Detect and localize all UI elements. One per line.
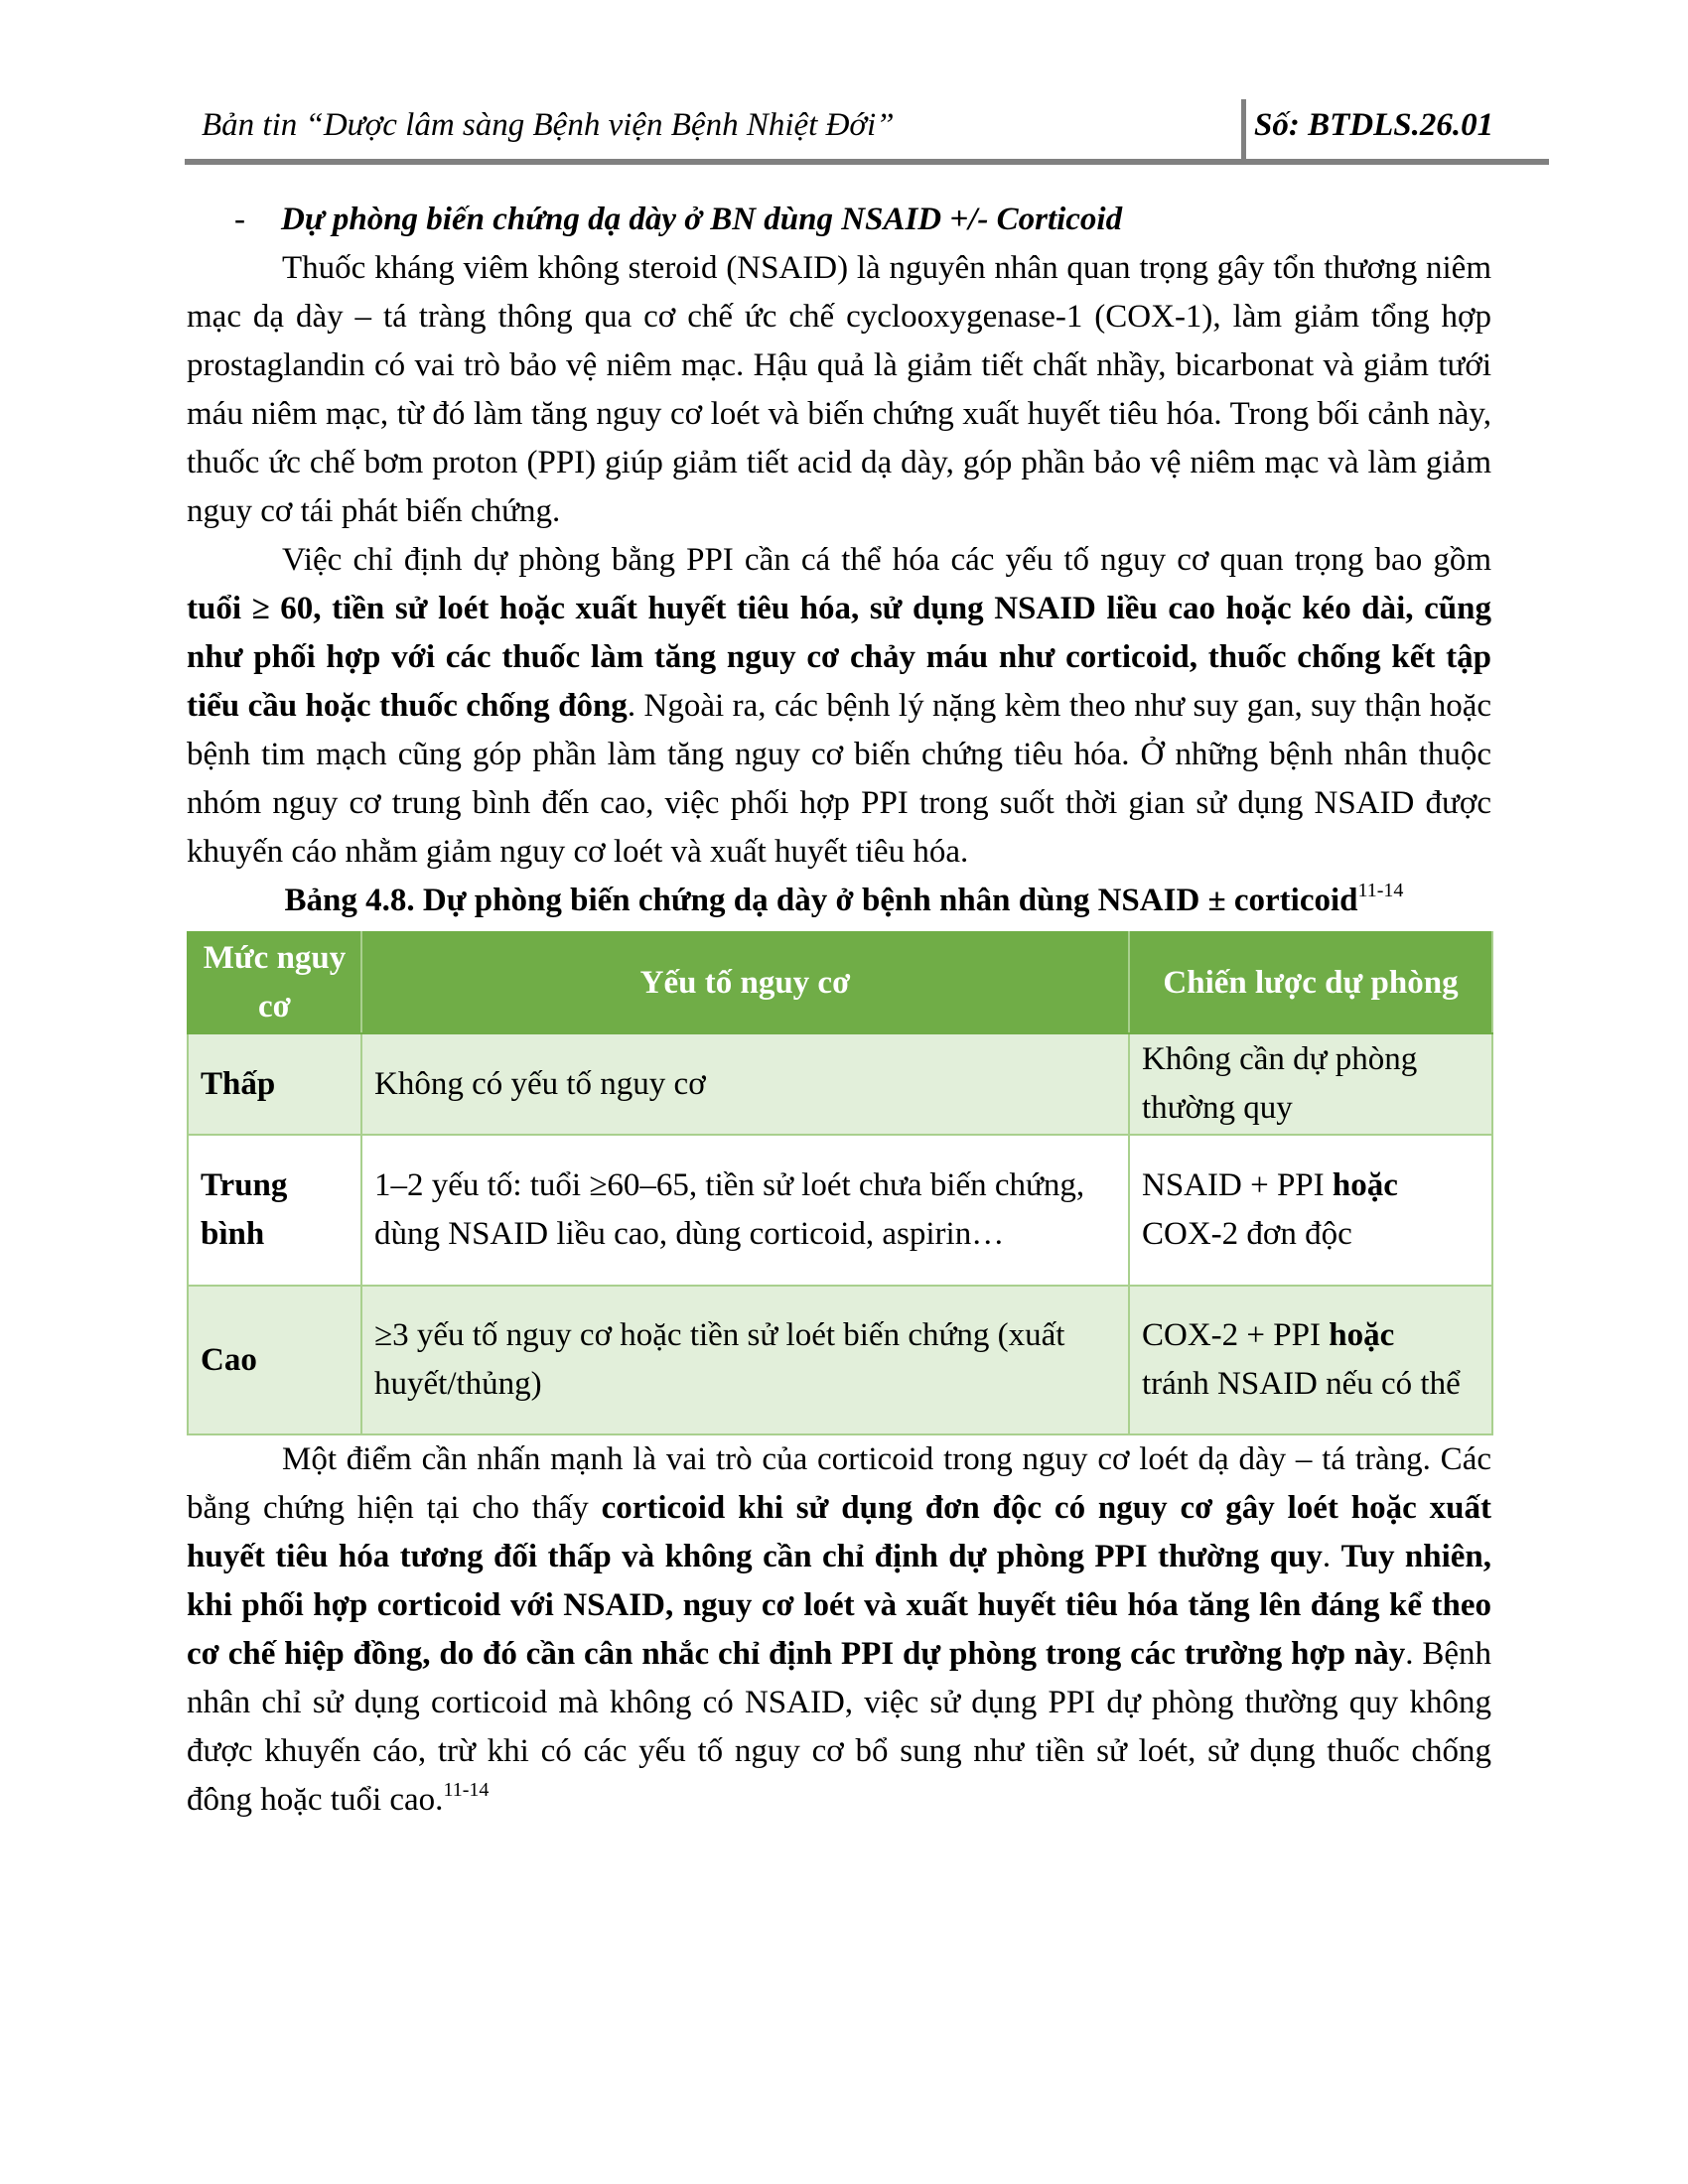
- table-row-medium: [188, 1135, 1492, 1286]
- issue-number: Số: BTDLS.26.01: [1254, 107, 1494, 143]
- column-header-risk-level: Mức nguy cơ: [188, 932, 361, 1033]
- table-caption-text: Bảng 4.8. Dự phòng biến chứng dạ dày ở bệnh nhân dùng NSAID ± corticoid: [284, 883, 1358, 918]
- header-divider: [1241, 99, 1246, 161]
- risk-level-cell: Thấp: [188, 1033, 361, 1135]
- table-row-high: [188, 1286, 1492, 1434]
- strategy-text: Không cần dự phòng thường quy: [1142, 1041, 1418, 1126]
- paragraph-ppi-indication-text-1: Việc chỉ định dự phòng bằng PPI cần cá thể hóa các yếu tố nguy cơ quan trọng bao gồm: [282, 542, 1491, 578]
- risk-table: [187, 931, 1493, 1435]
- page-header: [185, 99, 1549, 165]
- table-header-row: [188, 932, 1492, 1033]
- paragraph-ppi-indication: [187, 536, 1491, 877]
- strategy-cell: [1129, 1135, 1492, 1286]
- paragraph-corticoid-role: [187, 1435, 1491, 1825]
- bullet-dash: -: [234, 202, 245, 237]
- header-rule: [185, 159, 1549, 165]
- strategy-cell: [1129, 1286, 1492, 1434]
- risk-level-cell: Trung bình: [188, 1135, 361, 1286]
- paragraph-ppi-indication-bold: tuổi ≥ 60, tiền sử loét hoặc xuất huyết tiêu hóa, sử dụng NSAID liều cao hoặc kéo dài, cũng như phối hợp với các thuốc làm tăng nguy cơ chảy máu như corticoid, thuốc chống kết tập tiểu cầu hoặc thuốc chống đông: [187, 591, 1491, 724]
- bulletin-title: Bản tin “Dược lâm sàng Bệnh viện Bệnh Nhiệt Đới”: [202, 107, 895, 143]
- strategy-cell: [1129, 1033, 1492, 1135]
- risk-factors-cell: ≥3 yếu tố nguy cơ hoặc tiền sử loét biến chứng (xuất huyết/thủng): [361, 1286, 1129, 1434]
- paragraph-ppi-indication-text-2: . Ngoài ra, các bệnh lý nặng kèm theo như suy gan, suy thận hoặc bệnh tim mạch cũng góp phần làm tăng nguy cơ biến chứng tiêu hóa. Ở những bệnh nhân thuộc nhóm nguy cơ trung bình đến cao, việc phối hợp PPI trong suốt thời gian sử dụng NSAID được khuyến cáo nhằm giảm nguy cơ loét và xuất huyết tiêu hóa.: [187, 688, 1491, 870]
- document-body: [187, 196, 1491, 1825]
- column-header-risk-factors: Yếu tố nguy cơ: [361, 932, 1129, 1033]
- section-heading: [187, 196, 1491, 244]
- table-caption: [187, 877, 1491, 925]
- strategy-text-a: NSAID + PPI: [1142, 1167, 1333, 1203]
- strategy-text-bold: hoặc: [1332, 1167, 1398, 1203]
- risk-factors-cell: Không có yếu tố nguy cơ: [361, 1033, 1129, 1135]
- paragraph-corticoid-ref: 11-14: [443, 1779, 490, 1801]
- strategy-text-bold: hoặc: [1329, 1317, 1395, 1353]
- paragraph-nsaid-mechanism: Thuốc kháng viêm không steroid (NSAID) là nguyên nhân quan trọng gây tổn thương niêm mạc dạ dày – tá tràng thông qua cơ chế ức chế cyclooxygenase-1 (COX-1), làm giảm tổng hợp prostaglandin có vai trò bảo vệ niêm mạc. Hậu quả là giảm tiết chất nhầy, bicarbonat và giảm tưới máu niêm mạc, từ đó làm tăng nguy cơ loét và biến chứng xuất huyết tiêu hóa. Trong bối cảnh này, thuốc ức chế bơm proton (PPI) giúp giảm tiết acid dạ dày, góp phần bảo vệ niêm mạc và làm giảm nguy cơ tái phát biến chứng.: [187, 250, 1491, 529]
- paragraph-corticoid-text-2: .: [1322, 1539, 1341, 1574]
- section-heading-text: Dự phòng biến chứng dạ dày ở BN dùng NSAID +/- Corticoid: [281, 202, 1123, 237]
- risk-factors-cell: 1–2 yếu tố: tuổi ≥60–65, tiền sử loét chưa biến chứng, dùng NSAID liều cao, dùng corticoid, aspirin…: [361, 1135, 1129, 1286]
- risk-level-cell: Cao: [188, 1286, 361, 1434]
- column-header-strategy: Chiến lược dự phòng: [1129, 932, 1492, 1033]
- strategy-text-b: COX-2 đơn độc: [1142, 1216, 1352, 1252]
- paragraph-corticoid-text-3: . Bệnh nhân chỉ sử dụng corticoid mà không có NSAID, việc sử dụng PPI dự phòng thường quy không được khuyến cáo, trừ khi có các yếu tố nguy cơ bổ sung như tiền sử loét, sử dụng thuốc chống đông hoặc tuổi cao.: [187, 1636, 1491, 1818]
- paragraph-corticoid-bold-1: corticoid khi sử dụng đơn độc có nguy cơ gây loét hoặc xuất huyết tiêu hóa tương đối thấp và không cần chỉ định dự phòng PPI thường quy: [187, 1490, 1491, 1574]
- table-caption-ref: 11-14: [1357, 880, 1404, 901]
- strategy-text-a: COX-2 + PPI: [1142, 1317, 1330, 1353]
- paragraph-corticoid-bold-2: Tuy nhiên, khi phối hợp corticoid với NSAID, nguy cơ loét và xuất huyết tiêu hóa tăng lên đáng kể theo cơ chế hiệp đồng, do đó cần cân nhắc chỉ định PPI dự phòng trong các trường hợp này: [187, 1539, 1492, 1672]
- paragraph-corticoid-text-1: Một điểm cần nhấn mạnh là vai trò của corticoid trong nguy cơ loét dạ dày – tá tràng. Các bằng chứng hiện tại cho thấy: [187, 1441, 1491, 1526]
- strategy-text-b: tránh NSAID nếu có thể: [1142, 1366, 1461, 1402]
- table-row-low: [188, 1033, 1492, 1135]
